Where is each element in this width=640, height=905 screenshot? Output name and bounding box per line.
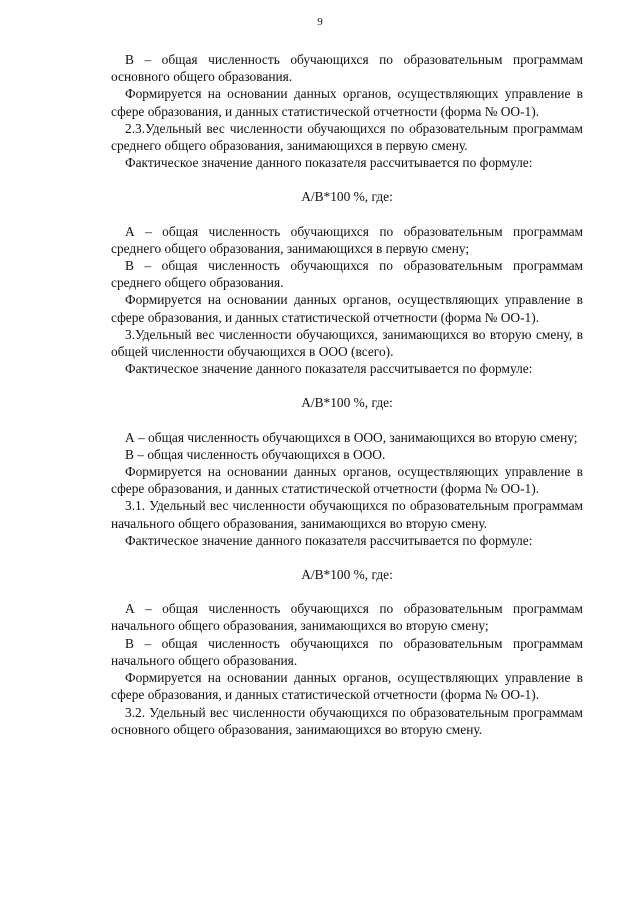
paragraph-source-note: Формируется на основании данных органов, осуществляющих управление в сфере образования, и данных статистической отчетности (форма № ОО-1).	[111, 464, 583, 497]
paragraph-section-3-1: 3.1. Удельный вес численности обучающихся по образовательным программам начального общего образования, занимающихся во вторую смену.	[111, 498, 583, 531]
formula: А/В*100 %, где:	[301, 567, 393, 583]
paragraph-def-a-primary: А – общая численность обучающихся по образовательным программам начального общего образования, занимающихся во вторую смену;	[111, 601, 583, 634]
paragraph-formula-intro: Фактическое значение данного показателя рассчитывается по формуле:	[125, 155, 533, 171]
paragraph-def-b-ooo: В – общая численность обучающихся в ООО.	[125, 446, 386, 462]
paragraph-def-b-secondary: В – общая численность обучающихся по образовательным программам среднего общего образования.	[111, 258, 583, 291]
paragraph-formula-intro: Фактическое значение данного показателя рассчитывается по формуле:	[125, 361, 533, 377]
paragraph-def-a-ooo: А – общая численность обучающихся в ООО, занимающихся во вторую смену;	[125, 429, 578, 445]
paragraph-def-a-secondary: А – общая численность обучающихся по образовательным программам среднего общего образования, занимающихся в первую смену;	[111, 223, 583, 256]
paragraph-source-note: Формируется на основании данных органов, осуществляющих управление в сфере образования, и данных статистической отчетности (форма № ОО-1).	[111, 292, 583, 325]
page-number: 9	[317, 16, 323, 28]
paragraph-def-b-primary: В – общая численность обучающихся по образовательным программам начального общего образования.	[111, 635, 583, 668]
paragraph-section-3: 3.Удельный вес численности обучающихся, занимающихся во вторую смену, в общей численности обучающихся в ООО (всего).	[111, 326, 583, 360]
paragraph-source-note: Формируется на основании данных органов, осуществляющих управление в сфере образования, и данных статистической отчетности (форма № ОО-1).	[111, 670, 583, 703]
paragraph-section-2-3: 2.3.Удельный вес численности обучающихся по образовательным программам среднего общего образования, занимающихся в первую смену.	[111, 120, 583, 154]
formula: А/В*100 %, где:	[301, 189, 393, 205]
formula: А/В*100 %, где:	[301, 395, 393, 411]
paragraph-formula-intro: Фактическое значение данного показателя рассчитывается по формуле:	[125, 532, 533, 548]
document-body	[111, 51, 583, 738]
paragraph-source-note: Формируется на основании данных органов, осуществляющих управление в сфере образования, и данных статистической отчетности (форма № ОО-1).	[111, 86, 583, 119]
paragraph-def-b-basic: В – общая численность обучающихся по образовательным программам основного общего образования.	[111, 52, 583, 85]
paragraph-section-3-2: 3.2. Удельный вес численности обучающихся по образовательным программам основного общего образования, занимающихся во вторую смену.	[111, 704, 583, 737]
